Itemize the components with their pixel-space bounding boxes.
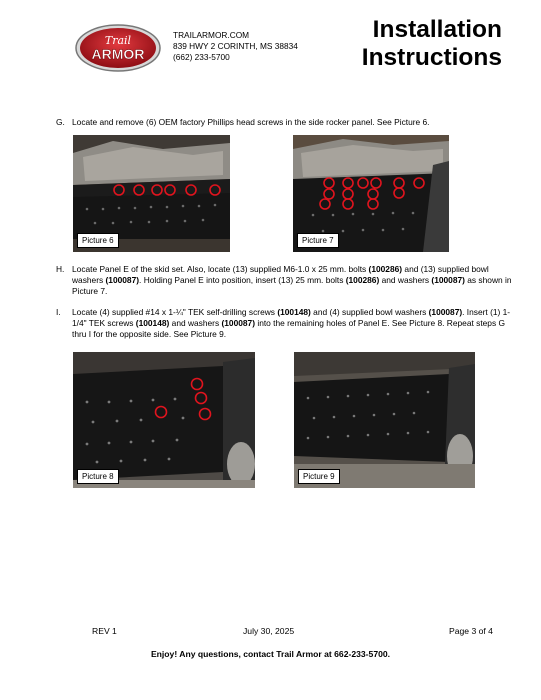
step-text: Locate and remove (6) OEM factory Phillips head screws in the side rocker panel. See Picture 6. xyxy=(72,117,430,127)
picture-7 xyxy=(293,135,449,252)
document-title: Installation Instructions xyxy=(361,16,502,71)
picture-caption: Picture 8 xyxy=(77,469,119,484)
footer-page-number: Page 3 of 4 xyxy=(449,626,493,636)
step-i xyxy=(56,307,516,339)
step-text: Locate Panel E of the skid set. Also, locate (13) supplied M6-1.0 x 25 mm. bolts (100286) and (13) supplied bowl washers (100087). Holding Panel E into position, insert (13) 25 mm. bolts (100286) and washers (100087) as shown in Picture 7. xyxy=(72,264,512,296)
company-info xyxy=(173,30,298,63)
company-address: 839 HWY 2 CORINTH, MS 38834 xyxy=(173,41,298,51)
step-letter: H. xyxy=(56,264,65,274)
footer-date: July 30, 2025 xyxy=(243,626,295,636)
step-text: Locate (4) supplied #14 x 1-¼" TEK self-drilling screws (100148) and (4) supplied bowl washers (100087). Insert (1) 1-1/4" TEK screws (100148) and washers (100087) into the remaining holes of Panel E. See Picture 8. Repeat steps G thru I for the opposite side. See Picture 9. xyxy=(72,307,511,339)
company-website: TRAILARMOR.COM xyxy=(173,30,250,40)
picture-caption: Picture 9 xyxy=(298,469,340,484)
picture-caption: Picture 7 xyxy=(297,233,339,248)
trail-armor-logo xyxy=(74,23,162,73)
footer-contact-note: Enjoy! Any questions, contact Trail Armor at 662-233-5700. xyxy=(150,649,391,659)
step-g xyxy=(56,117,516,128)
svg-text:ARMOR: ARMOR xyxy=(91,46,145,62)
svg-text:Trail: Trail xyxy=(104,34,132,47)
company-phone: (662) 233-5700 xyxy=(173,52,230,62)
step-letter: G. xyxy=(56,117,65,127)
picture-9 xyxy=(294,352,475,488)
step-h xyxy=(56,264,516,296)
picture-6 xyxy=(73,135,230,252)
footer-revision: REV 1 xyxy=(92,626,117,636)
picture-8 xyxy=(73,352,255,488)
step-letter: I. xyxy=(56,307,61,317)
picture-caption: Picture 6 xyxy=(77,233,119,248)
